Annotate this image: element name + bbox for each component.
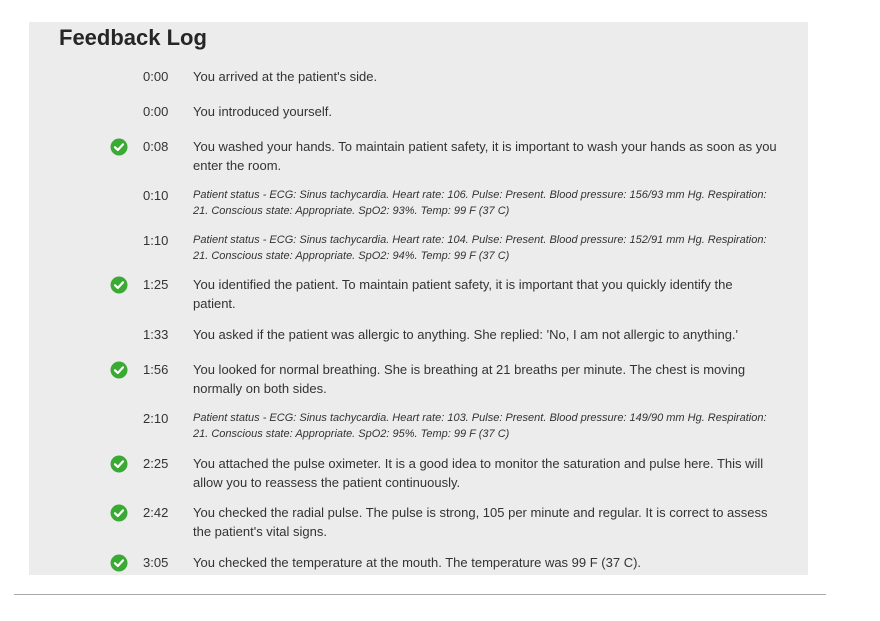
entry-text: You asked if the patient was allergic to anything. She replied: 'No, I am not allergic to anything.' [193,327,739,342]
entry-text: You introduced yourself. [193,104,333,119]
check-circle-icon [110,276,128,294]
check-circle-icon [110,504,128,522]
entry-text: You arrived at the patient's side. [193,69,378,84]
divider [14,594,826,595]
entry-text: You looked for normal breathing. She is breathing at 21 breaths per minute. The chest is moving normally on both sides. [193,362,746,396]
entry-text: You checked the radial pulse. The pulse is strong, 105 per minute and regular. It is correct to assess the patient's vital signs. [193,505,768,539]
entry-text: You washed your hands. To maintain patient safety, it is important to wash your hands as soon as you enter the room. [193,139,777,173]
entry-text: You identified the patient. To maintain patient safety, it is important that you quickly identify the patient. [193,277,733,311]
page-title: Feedback Log [59,25,207,50]
check-circle-icon [110,138,128,156]
check-circle-icon [110,554,128,572]
patient-status-text: Patient status - ECG: Sinus tachycardia. Heart rate: 104. Pulse: Present. Blood pressure: 152/91 mm Hg. Respiration: 21. Conscious state: Appropriate. SpO2: 94%. Temp: 99 F (37 C) [193,234,767,262]
feedback-log-panel [29,22,808,575]
entry-time: 0:00 [143,69,169,84]
patient-status-text: Patient status - ECG: Sinus tachycardia. Heart rate: 103. Pulse: Present. Blood pressure: 149/90 mm Hg. Respiration: 21. Conscious state: Appropriate. SpO2: 95%. Temp: 99 F (37 C) [193,412,767,440]
entry-time: 0:10 [143,188,169,203]
entry-time: 0:08 [143,139,169,154]
entry-time: 1:56 [143,362,169,377]
entry-time: 3:05 [143,555,169,570]
entry-time: 2:42 [143,505,169,520]
entry-time: 0:00 [143,104,169,119]
entry-text: You checked the temperature at the mouth. The temperature was 99 F (37 C). [193,555,642,570]
entry-text: You attached the pulse oximeter. It is a good idea to monitor the saturation and pulse here. This will allow you to reassess the patient continuously. [193,456,764,490]
entry-time: 1:33 [143,327,169,342]
check-circle-icon [110,361,128,379]
entry-time: 1:25 [143,277,169,292]
check-circle-icon [110,455,128,473]
entry-time: 1:10 [143,233,169,248]
patient-status-text: Patient status - ECG: Sinus tachycardia. Heart rate: 106. Pulse: Present. Blood pressure: 156/93 mm Hg. Respiration: 21. Conscious state: Appropriate. SpO2: 93%. Temp: 99 F (37 C) [193,189,767,217]
entry-time: 2:25 [143,456,169,471]
entry-time: 2:10 [143,411,169,426]
